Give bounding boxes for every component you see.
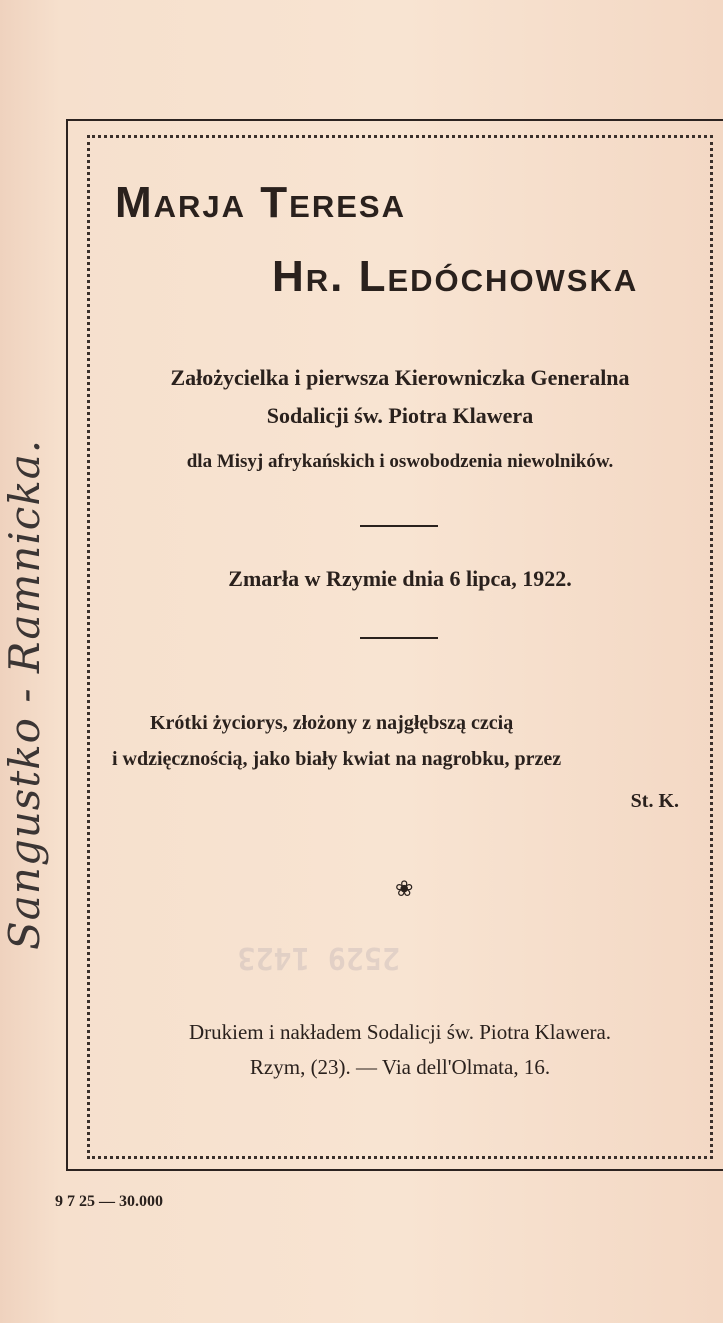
biography-line-1: Krótki życiorys, złożony z najgłębszą czcią bbox=[150, 712, 514, 734]
biography-line-2: i wdzięcznością, jako biały kwiat na nagrobku, przez bbox=[112, 748, 562, 770]
flower-ornament-icon: ❀ bbox=[395, 877, 414, 902]
title-line-2: Hr. Ledóchowska bbox=[272, 252, 639, 301]
imprint-line-1: Drukiem i nakładem Sodalicji św. Piotra Klawera. bbox=[188, 1020, 612, 1044]
imprint-line-2: Rzym, (23). — Via dell'Olmata, 16. bbox=[249, 1055, 551, 1079]
author-initials: St. K. bbox=[630, 790, 679, 812]
divider-rule-top bbox=[360, 525, 438, 527]
title-line-1: Marja Teresa bbox=[115, 178, 406, 227]
print-code: 9 7 25 — 30.000 bbox=[55, 1193, 163, 1210]
divider-rule-bottom bbox=[360, 637, 438, 639]
subtitle-line-2: Sodalicji św. Piotra Klawera bbox=[266, 403, 534, 428]
handwritten-note: Sangustko - Ramnicka. bbox=[0, 438, 49, 950]
death-date: Zmarła w Rzymie dnia 6 lipca, 1922. bbox=[228, 566, 572, 591]
subtitle-line-3: dla Misyj afrykańskich i oswobodzenia niewolników. bbox=[186, 451, 614, 472]
faded-stamp: 2529 1423 bbox=[237, 940, 400, 975]
subtitle-line-1: Założycielka i pierwsza Kierowniczka Generalna bbox=[170, 365, 630, 390]
